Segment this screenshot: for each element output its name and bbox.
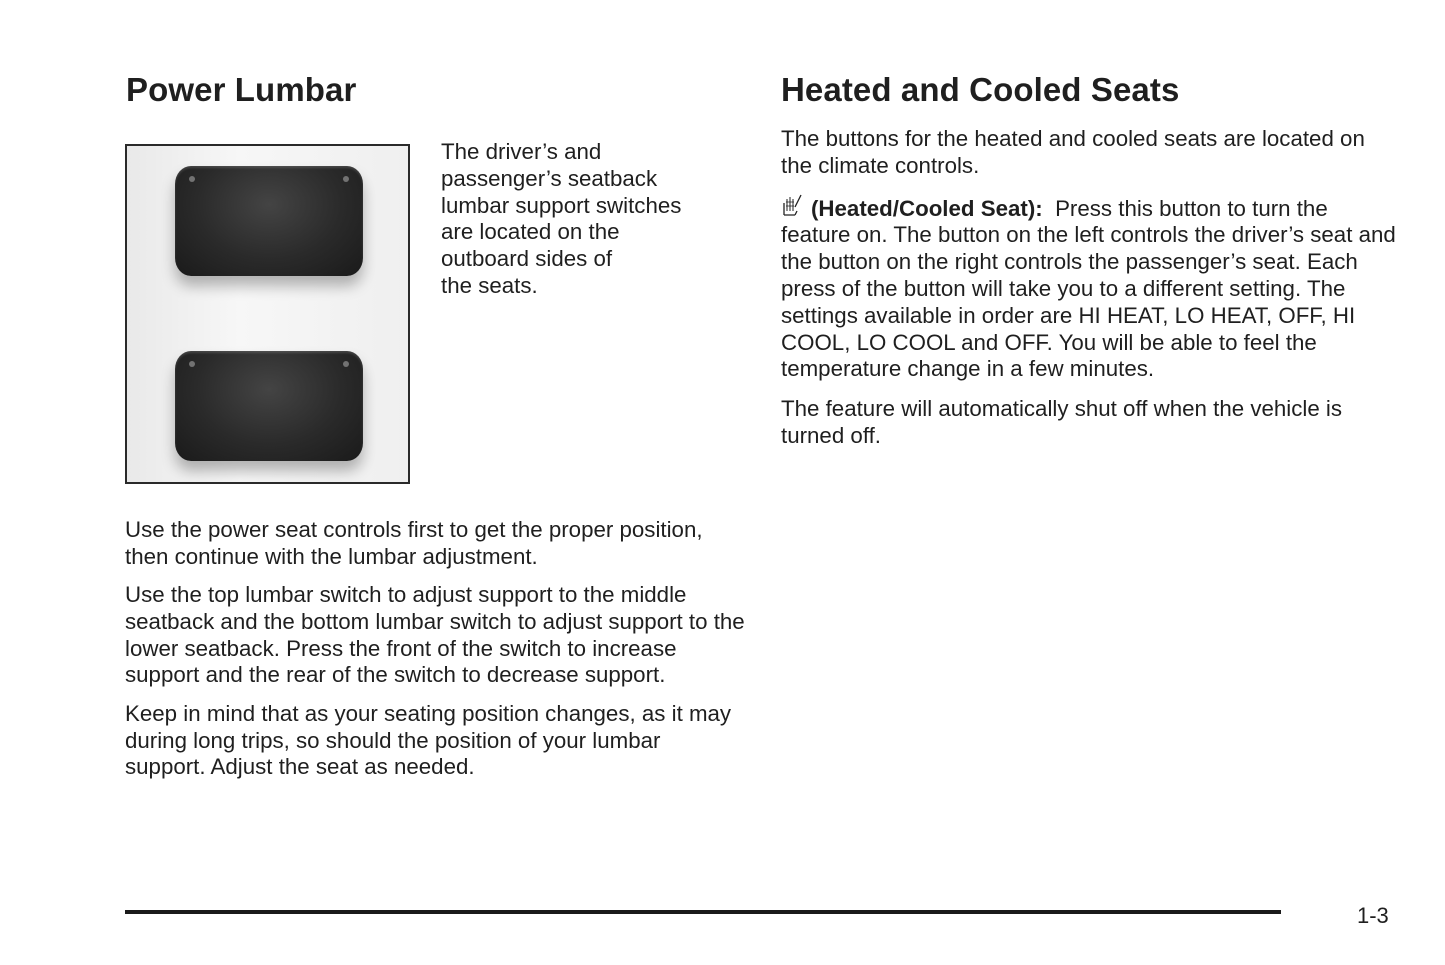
heated-cooled-seats-heading: Heated and Cooled Seats	[781, 71, 1180, 108]
heated-closing-paragraph: The feature will automatically shut off when the vehicle is turned off.	[781, 396, 1343, 448]
footer-rule	[125, 910, 1281, 914]
feature-description: Press this button to turn the feature on. The button on the left controls the driver’s seat and the button on the right controls the passenger’s seat. Each press of the button will take you to a different setting. The settings available in order are HI HEAT, LO HEAT, OFF, HI COOL, LO COOL and OFF. You will be able to feel the temperature change in a few minutes.	[781, 195, 1396, 382]
caption-line: the seats.	[441, 272, 538, 298]
feature-label: (Heated/Cooled Seat):	[811, 195, 1043, 221]
lumbar-paragraph-3: Keep in mind that as your seating position changes, as it may during long trips, so should the position of your lumbar support. Adjust the seat as needed.	[125, 700, 732, 780]
power-lumbar-heading: Power Lumbar	[126, 71, 357, 108]
caption-line: passenger’s seatback	[441, 165, 658, 191]
lumbar-paragraph-2: Use the top lumbar switch to adjust support to the middle seatback and the bottom lumbar switch to adjust support to the lower seatback. Press the front of the switch to increase support and the rear of the switch to decrease support.	[125, 582, 745, 688]
lumbar-paragraph-1: Use the power seat controls first to get the proper position, then continue with the lumbar adjustment.	[125, 517, 703, 569]
lumbar-switches-illustration	[125, 144, 410, 484]
heated-cooled-seat-icon	[781, 193, 803, 219]
caption-line: The driver’s and	[441, 139, 602, 164]
page-number: 1-3	[1357, 903, 1389, 928]
heated-feature-paragraph	[781, 193, 1401, 384]
lumbar-body-text	[125, 517, 745, 793]
heated-intro-paragraph: The buttons for the heated and cooled seats are located on the climate controls.	[781, 126, 1365, 178]
caption-line: are located on the	[441, 219, 620, 245]
bottom-lumbar-switch-image	[175, 351, 363, 461]
top-lumbar-switch-image	[175, 166, 363, 276]
caption-line: lumbar support switches	[441, 192, 682, 218]
lumbar-side-caption	[441, 139, 741, 300]
heated-body-text	[781, 126, 1401, 463]
caption-line: outboard sides of	[441, 246, 613, 272]
